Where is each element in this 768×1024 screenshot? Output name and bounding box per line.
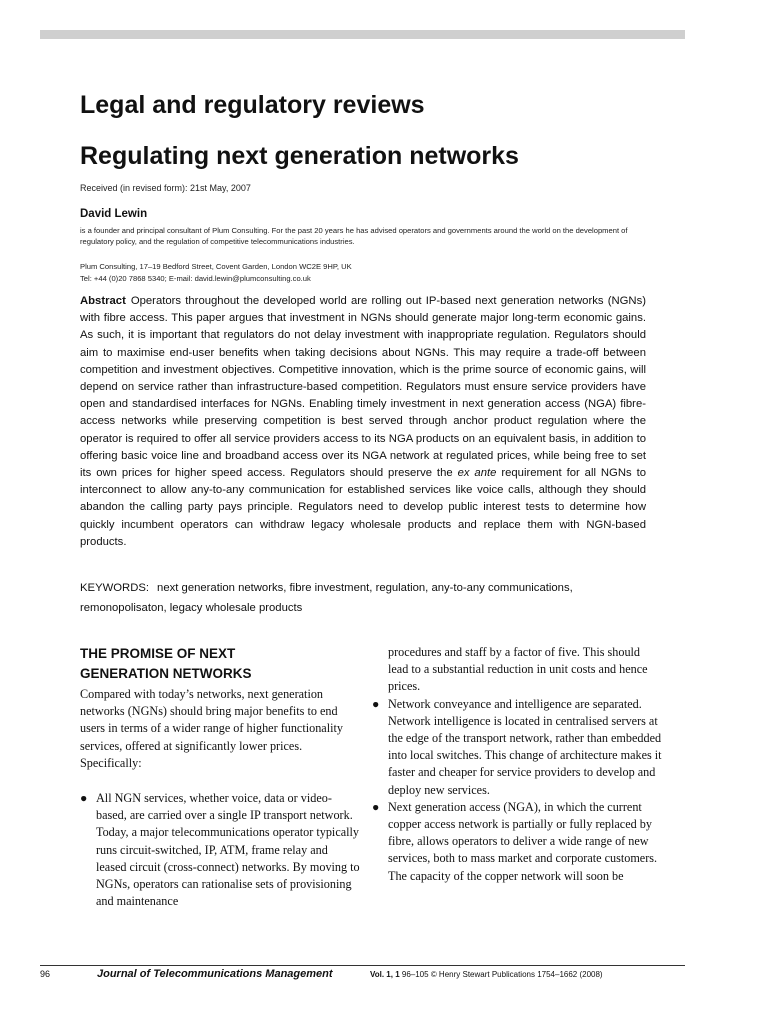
keywords <box>80 578 650 618</box>
body-column-left <box>80 644 360 910</box>
abstract <box>80 293 646 551</box>
bullet-continuation: procedures and staff by a factor of five. This should lead to a substantial reduction in unit costs and hence prices. <box>388 645 648 694</box>
body-section-heading <box>80 644 360 684</box>
received-date: Received (in revised form): 21st May, 2007 <box>80 183 251 193</box>
heading-line-2: GENERATION NETWORKS <box>80 666 252 681</box>
bullet-text: All NGN services, whether voice, data or video-based, are carried over a single IP transport network. Today, a major telecommunications operator typically runs circuit-switched, IP, ATM, frame relay and leased circuit (cross-connect) networks. By moving to NGNs, operators can rationalise sets of provisioning and maintenance <box>96 791 360 909</box>
body-column-right <box>372 644 662 885</box>
bullet-icon: ● <box>372 799 380 814</box>
volume-info <box>370 970 603 979</box>
volume-label: Vol. 1, 1 <box>370 970 400 979</box>
bullet-text: Next generation access (NGA), in which the current copper access network is partially or fully replaced by fibre, allows operators to deliver a wide range of new services, both to mass market and corporate customers. The capacity of the copper network will soon be <box>388 799 658 883</box>
abstract-italic-term: ex ante <box>457 467 497 480</box>
bullet-item <box>372 799 662 885</box>
intro-paragraph: Compared with today’s networks, next generation networks (NGNs) should bring major benefits to end users in terms of a wider range of higher functionality services, offered at significantly lower prices. Specifically: <box>80 687 343 770</box>
article-title: Regulating next generation networks <box>80 142 519 170</box>
copyright: © Henry Stewart Publications 1754–1662 (2008) <box>430 970 603 979</box>
author-bio: is a founder and principal consultant of Plum Consulting. For the past 20 years he has advised operators and governments around the world on the development of regulatory policy, and the regulation of competitive telecommunications industries. <box>80 226 628 246</box>
bullet-item <box>80 790 360 910</box>
bullet-icon: ● <box>80 791 88 806</box>
header-bar <box>40 30 685 39</box>
section-heading: Legal and regulatory reviews <box>80 91 425 119</box>
author-address <box>80 261 660 285</box>
abstract-text-part1: Operators throughout the developed world are rolling out IP-based next generation networks (NGNs) with fibre access. This paper argues that investment in NGNs should generate major long-term economic gains. As such, it is important that regulators do not delay investment with inappropriate regulation. Regulators should aim to maximise end-user benefits when taking decisions about NGNs. This may require a trade-off between competition and investment objectives. Competitive innovation, which is the prime source of economic gains, will depend on service rather than infrastructure-based competition. Regulators must ensure service providers have open and standardised interfaces for NGNs. Enabling timely investment in next generation access (NGA) fibre-access networks while preserving competition is best served through anchor product regulation where the operator is required to offer all service providers access to its NGA products on an equivalent basis, in addition to offering basic voice line and broadband access over its NGA network at regulated prices, while being free to set its own prices for higher speed access. Regulators should preserve the <box>80 295 646 480</box>
abstract-text-part2: requirement for all NGNs to interconnect to allow any-to-any communication for established services like voice calls, although they should abandon the calling party pays principle. Regulators need to develop public interest tests to determine how quickly incumbent operators can withdraw legacy wholesale products and replace them with NGN-based products. <box>80 467 646 548</box>
address-line: Plum Consulting, 17–19 Bedford Street, Covent Garden, London WC2E 9HP, UK <box>80 262 352 271</box>
footer-rule <box>40 965 685 966</box>
journal-name: Journal of Telecommunications Management <box>97 968 333 980</box>
bullet-icon: ● <box>372 696 380 711</box>
bullet-text: Network conveyance and intelligence are separated. Network intelligence is located in centralised servers at the edge of the transport network, rather than embedded into local switches. This change of architecture makes it faster and cheaper for service providers to develop and deploy new services. <box>388 696 662 797</box>
keywords-label: KEYWORDS: <box>80 582 150 594</box>
bullet-item <box>372 696 662 799</box>
contact-line: Tel: +44 (0)20 7868 5340; E-mail: david.lewin@plumconsulting.co.uk <box>80 274 311 283</box>
page-range: 96–105 <box>401 970 429 979</box>
heading-line-1: THE PROMISE OF NEXT <box>80 646 236 661</box>
abstract-label: Abstract <box>80 295 126 307</box>
author-name: David Lewin <box>80 208 148 220</box>
keywords-text: next generation networks, fibre investment, regulation, any-to-any communications, remonopolisaton, legacy wholesale products <box>80 582 573 614</box>
page-number: 96 <box>40 969 51 979</box>
